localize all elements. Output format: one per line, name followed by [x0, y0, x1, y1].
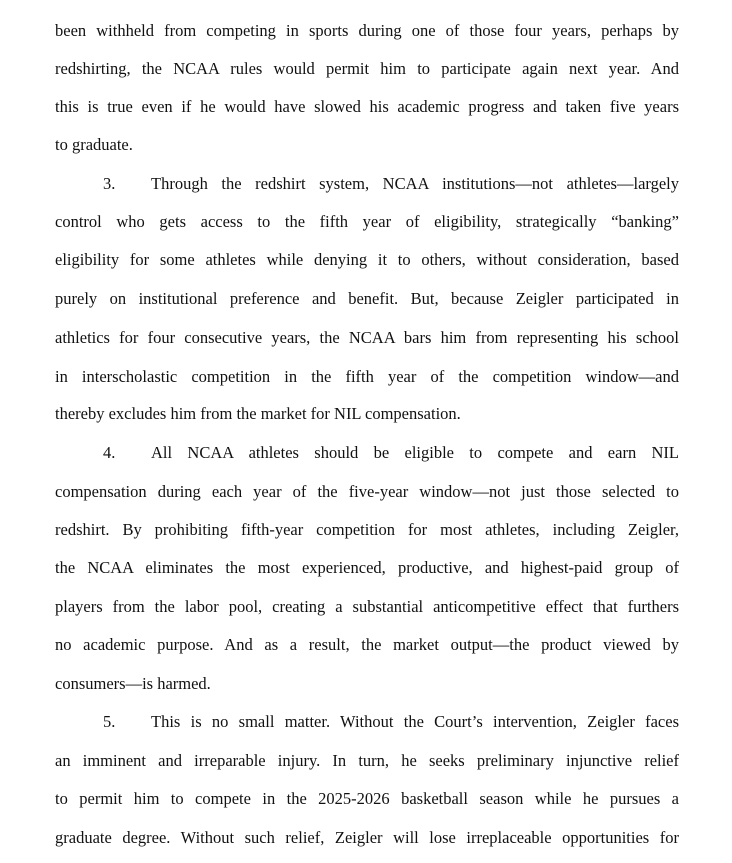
paragraph-2-line: redshirting, the NCAA rules would permit him to participate again next year. And [55, 59, 679, 78]
paragraph-4-line: consumers—is harmed. [55, 674, 211, 693]
paragraph-4-first-line: All NCAA athletes should be eligible to compete and earn NIL [151, 443, 679, 462]
paragraph-4-line: no academic purpose. And as a result, the market output—the product viewed by [55, 635, 679, 654]
paragraph-4-line: the NCAA eliminates the most experienced, productive, and highest-paid group of [55, 558, 679, 577]
paragraph-3-line: athletics for four consecutive years, the NCAA bars him from representing his school [55, 328, 679, 347]
paragraph-5-first-line: This is no small matter. Without the Court’s intervention, Zeigler faces [151, 712, 679, 731]
paragraph-3-line: purely on institutional preference and benefit. But, because Zeigler participated in [55, 289, 679, 308]
paragraph-5-line: to permit him to compete in the 2025-2026 basketball season while he pursues a [55, 789, 679, 808]
paragraph-3-number: 3. [103, 174, 116, 193]
paragraph-5-line: an imminent and irreparable injury. In turn, he seeks preliminary injunctive relief [55, 751, 679, 770]
paragraph-4-line: redshirt. By prohibiting fifth-year competition for most athletes, including Zeigler, [55, 520, 679, 539]
paragraph-3-first-line: Through the redshirt system, NCAA institutions—not athletes—largely [151, 174, 679, 193]
paragraph-3-line: control who gets access to the fifth year of eligibility, strategically “banking” [55, 212, 679, 231]
paragraph-4-line: compensation during each year of the five-year window—not just those selected to [55, 482, 679, 501]
paragraph-3-line: thereby excludes him from the market for NIL compensation. [55, 404, 461, 423]
paragraph-4-line: players from the labor pool, creating a substantial anticompetitive effect that furthers [55, 597, 679, 616]
paragraph-2-line: this is true even if he would have slowed his academic progress and taken five years [55, 97, 679, 116]
paragraph-5-line: graduate degree. Without such relief, Zeigler will lose irreplaceable opportunities for [55, 828, 679, 847]
paragraph-5-number: 5. [103, 712, 116, 731]
paragraph-2-line: to graduate. [55, 135, 133, 154]
paragraph-3-line: in interscholastic competition in the fifth year of the competition window—and [55, 367, 679, 386]
paragraph-3-line: eligibility for some athletes while denying it to others, without consideration, based [55, 250, 679, 269]
paragraph-2-line: been withheld from competing in sports during one of those four years, perhaps by [55, 21, 679, 40]
paragraph-4-number: 4. [103, 443, 116, 462]
